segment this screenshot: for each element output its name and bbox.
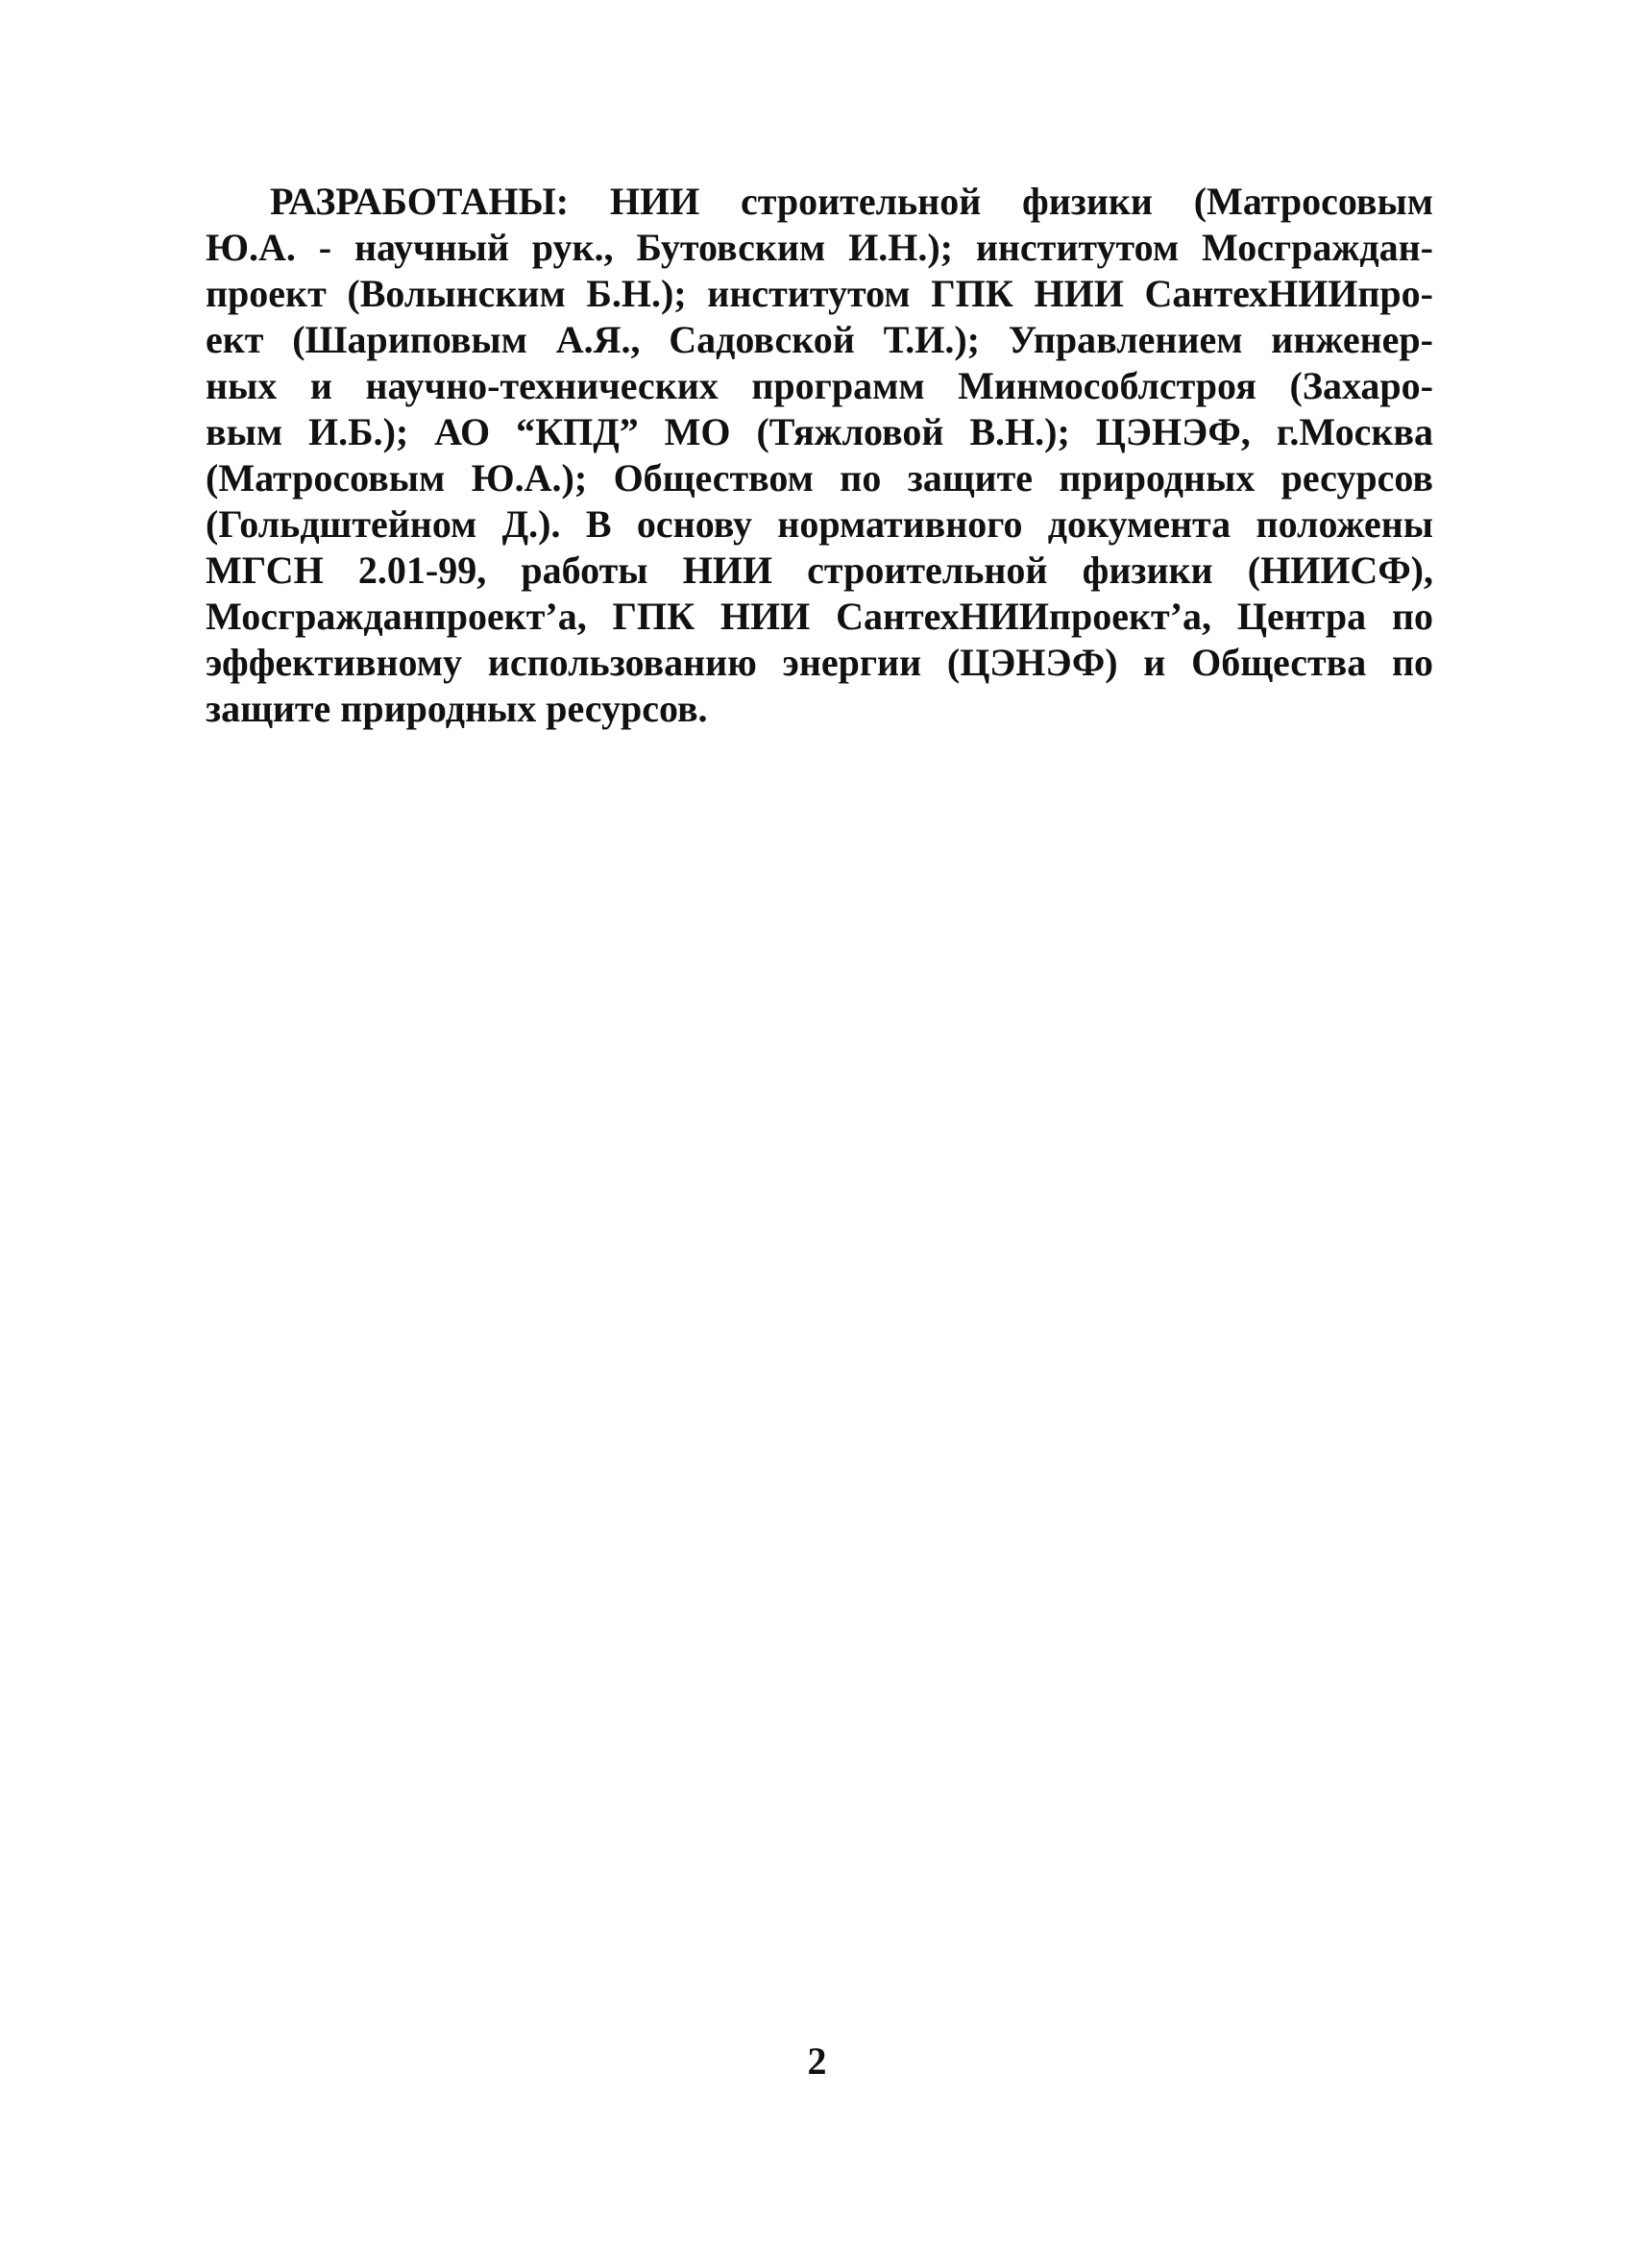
- paragraph-line: ных и научно-технических программ Минмособлстроя (Захаро-: [206, 364, 1433, 407]
- developers-paragraph: [206, 179, 1433, 732]
- paragraph-line: (Матросовым Ю.А.); Обществом по защите природных ресурсов: [206, 456, 1433, 500]
- paragraph-line: Ю.А. - научный рук., Бутовским И.Н.); институтом Мосграждан-: [206, 226, 1433, 269]
- paragraph-line: эффективному использованию энергии (ЦЭНЭФ) и Общества по: [206, 641, 1433, 684]
- paragraph-line: проект (Волынским Б.Н.); институтом ГПК НИИ СантехНИИпро-: [206, 272, 1433, 315]
- paragraph-line: МГСН 2.01-99, работы НИИ строительной физики (НИИСФ),: [206, 549, 1433, 592]
- paragraph-line: (Гольдштейном Д.). В основу нормативного документа положены: [206, 502, 1433, 546]
- paragraph-line: РАЗРАБОТАНЫ: НИИ строительной физики (Матросовым: [270, 180, 1433, 223]
- page-number: 2: [807, 2039, 827, 2083]
- paragraph-line: Мосгражданпроект’а, ГПК НИИ СантехНИИпроект’а, Центра по: [206, 595, 1433, 638]
- paragraph-line: вым И.Б.); АО “КПД” МО (Тяжловой В.Н.); ЦЭНЭФ, г.Москва: [206, 410, 1433, 453]
- paragraph-line: защите природных ресурсов.: [206, 687, 708, 730]
- paragraph-line: ект (Шариповым А.Я., Садовской Т.И.); Управлением инженер-: [206, 318, 1433, 361]
